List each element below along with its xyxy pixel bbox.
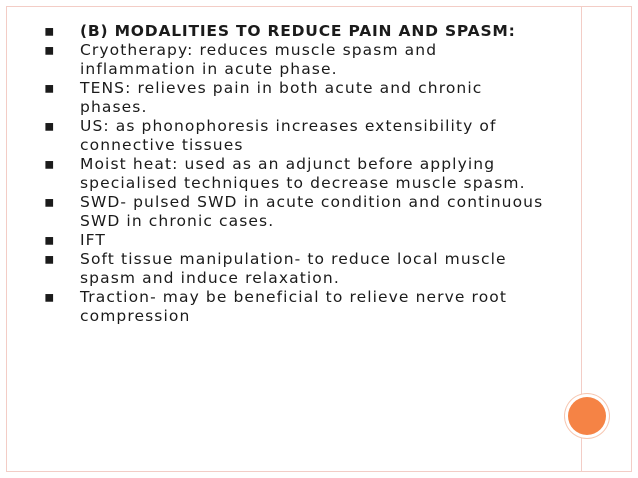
list-item-us bbox=[44, 117, 554, 155]
list-item-text: SWD- pulsed SWD in acute condition and continuous SWD in chronic cases. bbox=[80, 193, 544, 230]
bullet-icon: ▪ bbox=[44, 193, 56, 211]
list-item-text: IFT bbox=[80, 231, 106, 249]
bullet-icon: ▪ bbox=[44, 41, 56, 59]
accent-circle bbox=[568, 397, 606, 435]
list-item-cryotherapy bbox=[44, 41, 554, 79]
bullet-icon: ▪ bbox=[44, 250, 56, 268]
list-item-text: Soft tissue manipulation- to reduce local muscle spasm and induce relaxation. bbox=[80, 250, 507, 287]
list-item-ift bbox=[44, 231, 554, 250]
list-item-moist-heat bbox=[44, 155, 554, 193]
list-item-tens bbox=[44, 79, 554, 117]
list-item-text: Traction- may be beneficial to relieve nerve root compression bbox=[80, 288, 508, 325]
bullet-icon: ▪ bbox=[44, 117, 56, 135]
list-item-text: Moist heat: used as an adjunct before applying specialised techniques to decrease muscle spasm. bbox=[80, 155, 526, 192]
slide-heading bbox=[44, 22, 554, 41]
list-item-traction bbox=[44, 288, 554, 326]
slide-content bbox=[44, 22, 554, 326]
bullet-icon: ▪ bbox=[44, 79, 56, 97]
list-item-swd bbox=[44, 193, 554, 231]
bullet-icon: ▪ bbox=[44, 231, 56, 249]
bullet-icon: ▪ bbox=[44, 22, 56, 40]
list-item-text: TENS: relieves pain in both acute and chronic phases. bbox=[80, 79, 483, 116]
list-item-text: Cryotherapy: reduces muscle spasm and inflammation in acute phase. bbox=[80, 41, 438, 78]
bullet-icon: ▪ bbox=[44, 288, 56, 306]
heading-text: (B) MODALITIES TO REDUCE PAIN AND SPASM: bbox=[80, 22, 516, 40]
bullet-icon: ▪ bbox=[44, 155, 56, 173]
list-item-soft-tissue bbox=[44, 250, 554, 288]
list-item-text: US: as phonophoresis increases extensibility of connective tissues bbox=[80, 117, 497, 154]
